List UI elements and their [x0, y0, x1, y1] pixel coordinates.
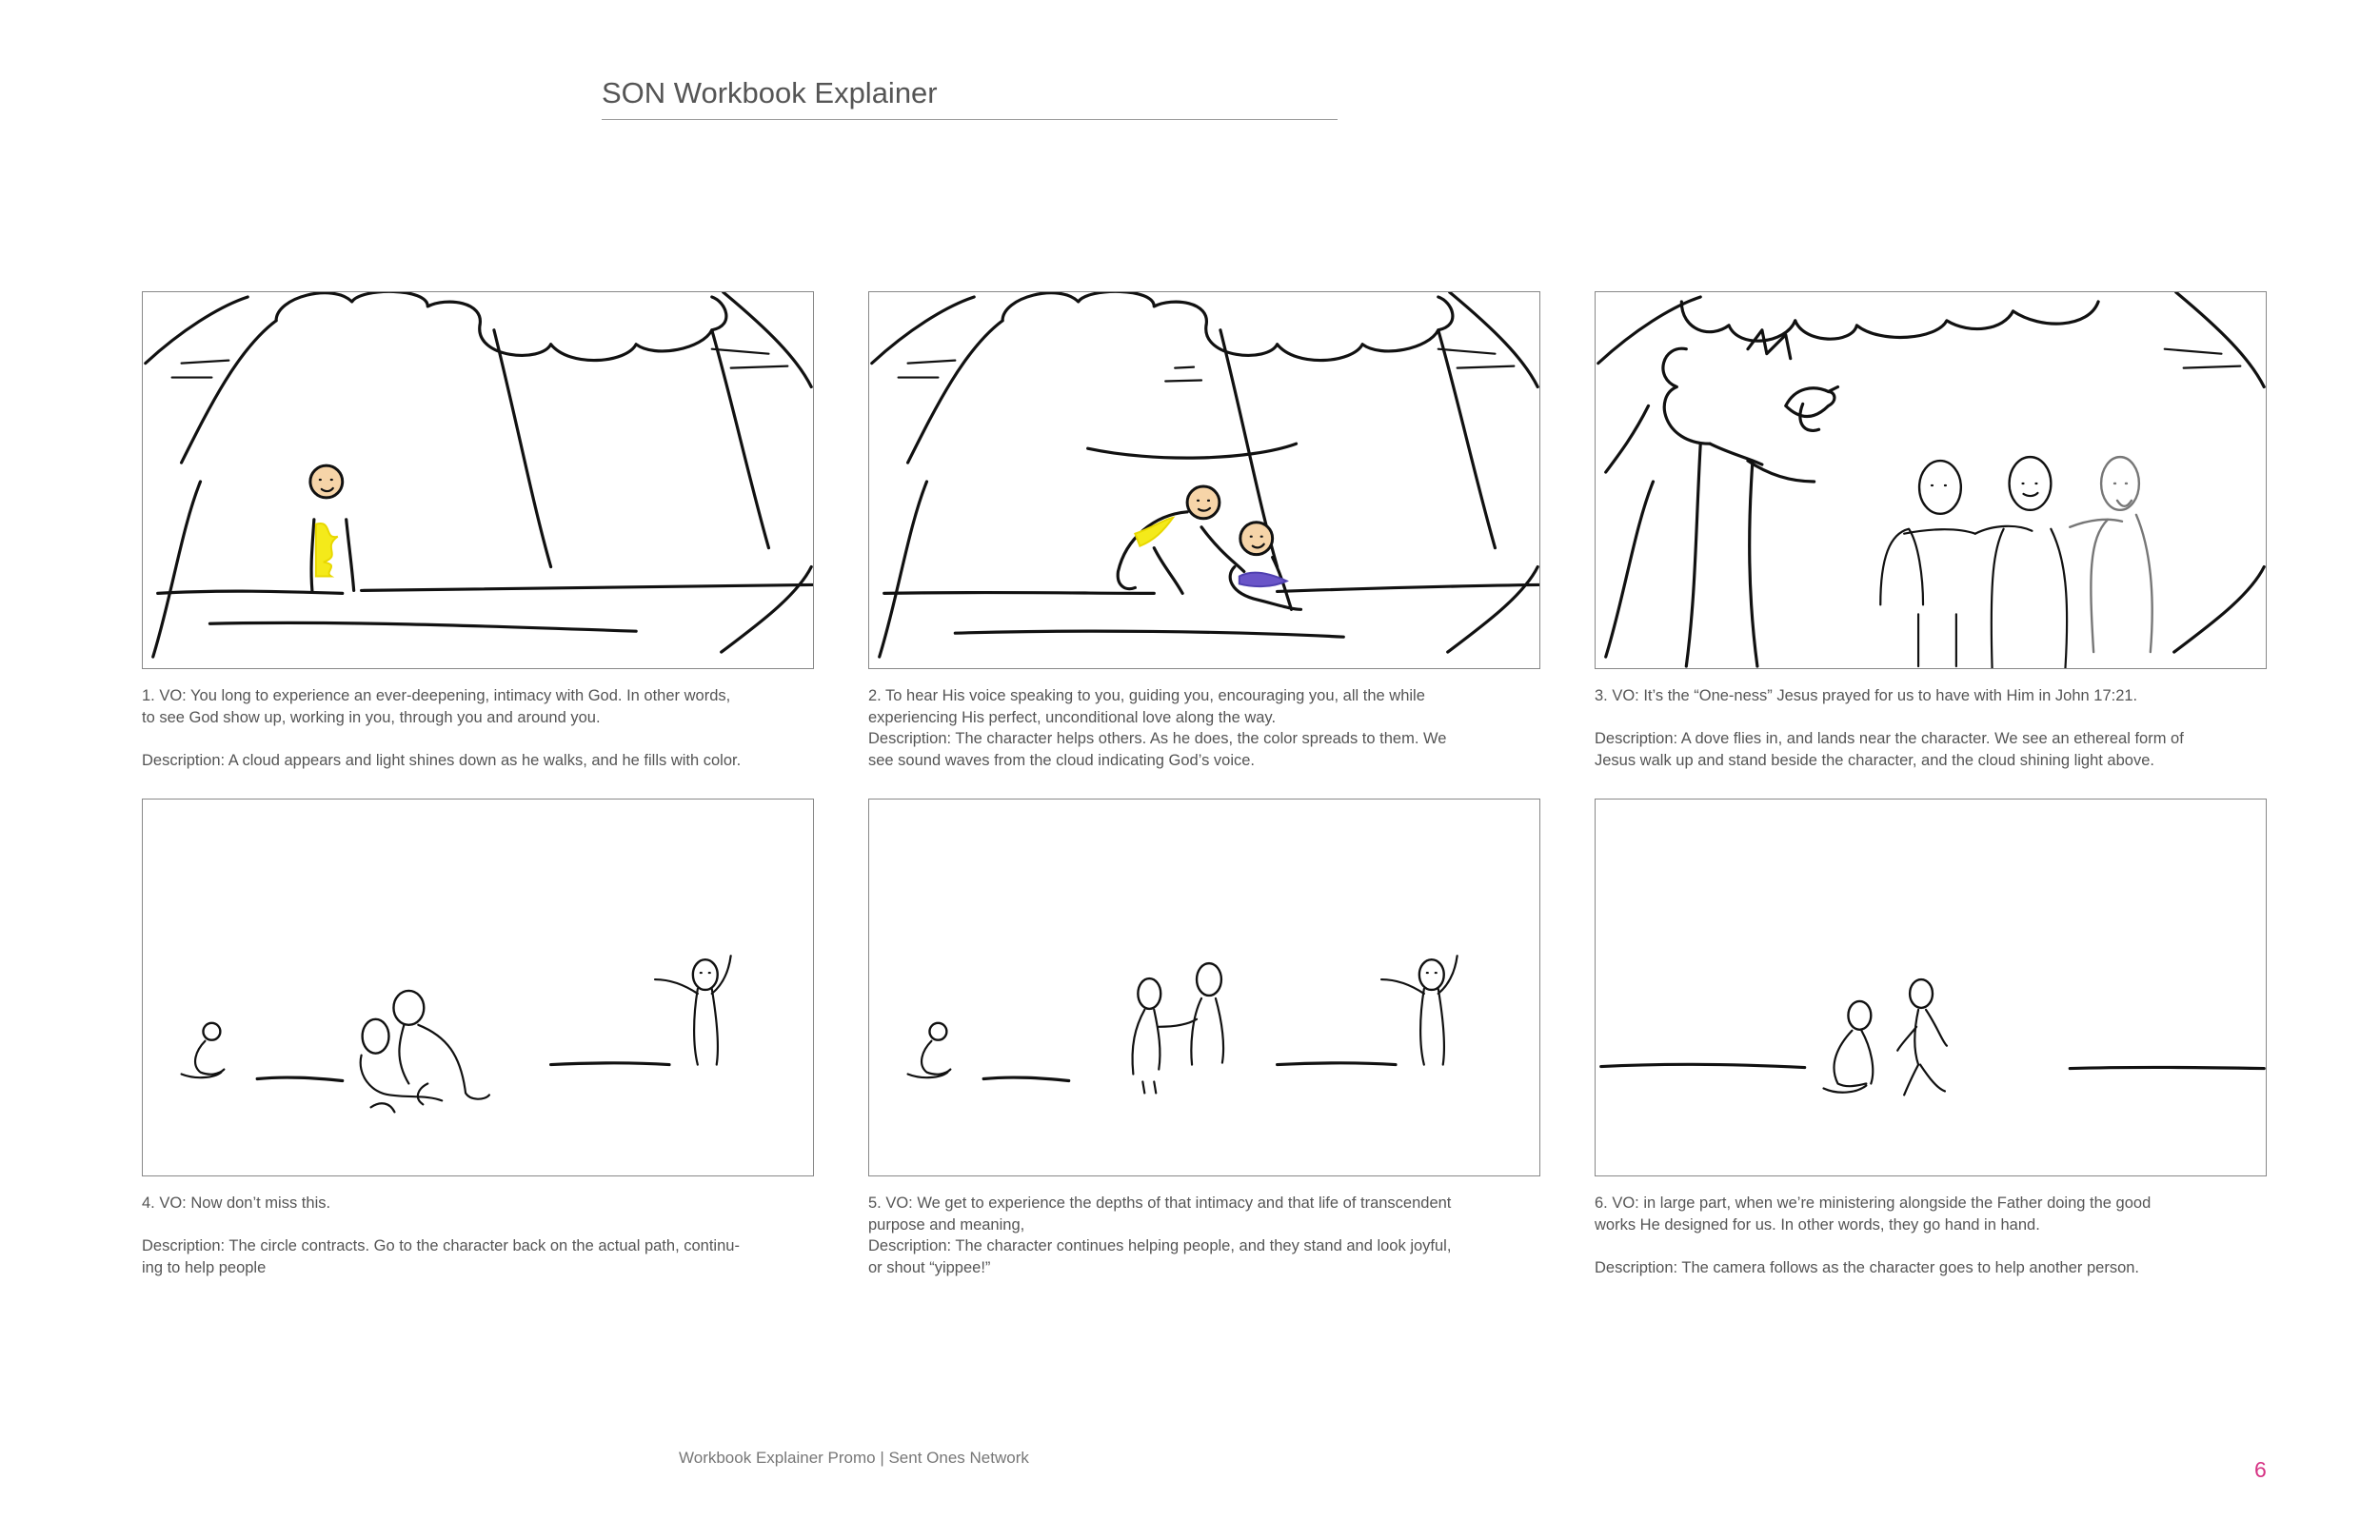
- storyboard-panel-5: [868, 799, 1540, 1176]
- panel-3-description: Description: A dove flies in, and lands near the character. We see an ethereal form of: [1595, 730, 2184, 747]
- panel-4-caption: [142, 1193, 814, 1278]
- panel-6-vo-line: works He designed for us. In other words, they go hand in hand.: [1595, 1215, 2040, 1234]
- panel-5-description: Description: The character continues helping people, and they stand and look joyful,: [868, 1237, 1452, 1254]
- panel-6-caption: [1595, 1193, 2267, 1278]
- document-title: SON Workbook Explainer: [602, 76, 938, 109]
- storyboard-panel-4: [142, 799, 814, 1176]
- panel-3-description: Jesus walk up and stand beside the character, and the cloud shining light above.: [1595, 751, 2154, 769]
- panel-5-vo-line: 5. VO: We get to experience the depths of that intimacy and that life of transcendent: [868, 1194, 1452, 1212]
- panel-2-caption: [868, 685, 1540, 771]
- panel-3-caption: [1595, 685, 2267, 771]
- storyboard-panel-2: [868, 291, 1540, 669]
- panel-5-caption: [868, 1193, 1540, 1278]
- panel-2-vo-line: 2. To hear His voice speaking to you, guiding you, encouraging you, all the while: [868, 687, 1425, 704]
- panel-1-vo-line: to see God show up, working in you, through you and around you.: [142, 708, 601, 726]
- storyboard-panel-1: [142, 291, 814, 669]
- panel-4-description: Description: The circle contracts. Go to the character back on the actual path, continu-: [142, 1237, 740, 1254]
- panel-5-vo-line: purpose and meaning,: [868, 1215, 1025, 1234]
- panel-4-description: ing to help people: [142, 1258, 267, 1276]
- title-divider: [602, 119, 1338, 120]
- storyboard-panel-6: [1595, 799, 2267, 1176]
- footer-text: Workbook Explainer Promo | Sent Ones Network: [679, 1449, 1029, 1467]
- panel-6-vo-line: 6. VO: in large part, when we’re ministering alongside the Father doing the good: [1595, 1194, 2152, 1212]
- panel-1-caption: [142, 685, 814, 771]
- panel-2-description: see sound waves from the cloud indicating God’s voice.: [868, 751, 1256, 769]
- panel-1-sketch: [143, 292, 813, 668]
- panel-1-vo-line: 1. VO: You long to experience an ever-deepening, intimacy with God. In other words,: [142, 687, 731, 704]
- panel-3-vo-line: 3. VO: It’s the “One-ness” Jesus prayed for us to have with Him in John 17:21.: [1595, 687, 2138, 704]
- panel-4-vo-line: 4. VO: Now don’t miss this.: [142, 1194, 331, 1212]
- panel-5-description: or shout “yippee!”: [868, 1258, 991, 1276]
- panel-3-sketch: [1596, 292, 2266, 668]
- panel-2-description: Description: The character helps others. As he does, the color spreads to them. We: [868, 730, 1447, 747]
- panel-5-sketch: [869, 800, 1539, 1175]
- panel-1-description: Description: A cloud appears and light shines down as he walks, and he fills with color.: [142, 751, 742, 769]
- panel-4-sketch: [143, 800, 813, 1175]
- panel-6-sketch: [1596, 800, 2266, 1175]
- panel-6-description: Description: The camera follows as the character goes to help another person.: [1595, 1258, 2140, 1276]
- panel-2-sketch: [869, 292, 1539, 668]
- storyboard-panel-3: [1595, 291, 2267, 669]
- page-number: 6: [2254, 1457, 2267, 1482]
- panel-2-vo-line: experiencing His perfect, unconditional love along the way.: [868, 708, 1277, 726]
